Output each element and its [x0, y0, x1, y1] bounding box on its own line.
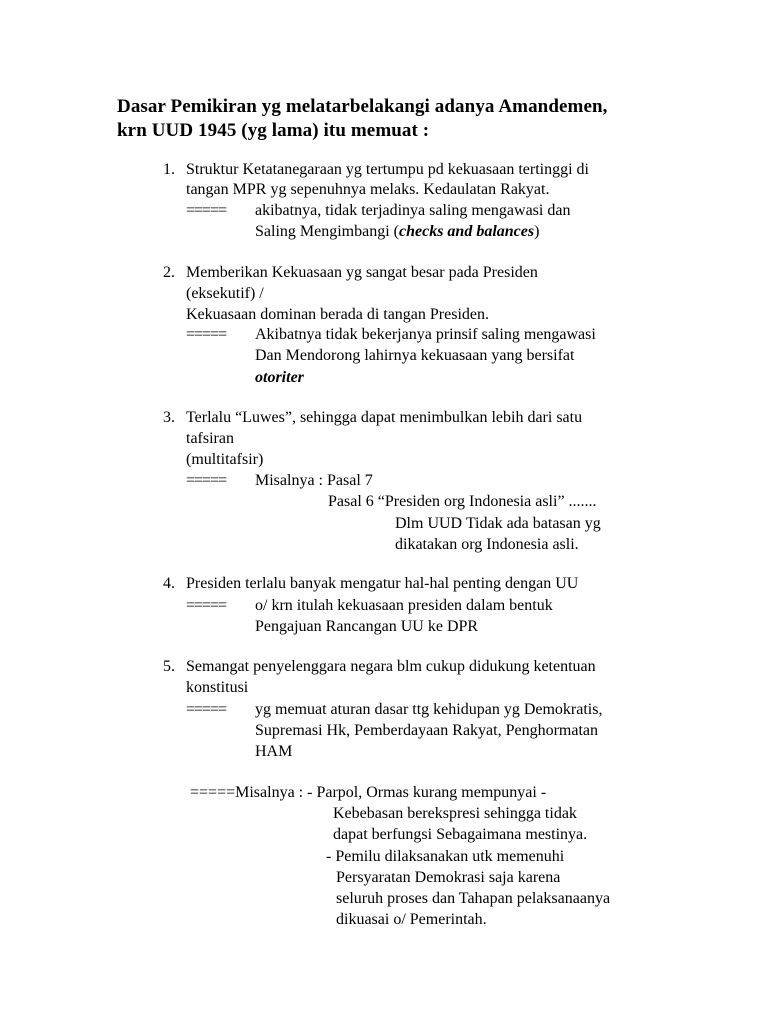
item-2-number: 2. — [163, 264, 175, 281]
item-2-line-2: (eksekutif) / — [186, 285, 264, 302]
item-5-result-3: HAM — [255, 743, 293, 760]
examples-parpol-cont-2: dapat berfungsi Sebagaimana mestinya. — [333, 826, 588, 843]
item-3-pasal-6-cont-1: Dlm UUD Tidak ada batasan yg — [395, 515, 601, 532]
item-2-result-2: Dan Mendorong lahirnya kekuasaan yang bersifat — [255, 347, 575, 364]
item-1-number: 1. — [163, 161, 175, 178]
item-4-line-1: Presiden terlalu banyak mengatur hal-hal penting dengan UU — [186, 575, 579, 592]
item-4-result-1: o/ krn itulah kekuasaan presiden dalam bentuk — [255, 597, 553, 614]
item-1-result-1: akibatnya, tidak terjadinya saling mengawasi dan — [255, 202, 571, 219]
examples-lead: =====Misalnya : - Parpol, Ormas kurang mempunyai - — [190, 784, 547, 801]
item-2-result-1: Akibatnya tidak bekerjanya prinsif saling mengawasi — [255, 326, 596, 343]
item-3-arrow: ===== — [186, 472, 227, 489]
item-5-result-1: yg memuat aturan dasar ttg kehidupan yg Demokratis, — [255, 701, 603, 718]
checks-and-balances-emphasis: checks and balances — [398, 223, 535, 240]
item-5-number: 5. — [163, 658, 175, 675]
item-5-line-2: konstitusi — [186, 679, 249, 696]
item-1-result-2-suffix: ) — [534, 223, 540, 240]
item-1-result-2-prefix: Saling Mengimbangi ( — [255, 223, 399, 240]
item-1-line-1: Struktur Ketatanegaraan yg tertumpu pd kekuasaan tertinggi di — [186, 161, 589, 178]
item-5-line-1: Semangat penyelenggara negara blm cukup didukung ketentuan — [186, 658, 596, 675]
item-2-line-1: Memberikan Kekuasaan yg sangat besar pada Presiden — [186, 264, 538, 281]
examples-pemilu-cont-1: Persyaratan Demokrasi saja karena — [336, 869, 561, 886]
item-3-line-3: (multitafsir) — [186, 451, 264, 468]
examples-pemilu: - Pemilu dilaksanakan utk memenuhi — [326, 848, 565, 865]
item-3-line-2: tafsiran — [186, 430, 234, 447]
examples-parpol-cont-1: Kebebasan berekspresi sehingga tidak — [333, 805, 577, 822]
item-3-pasal-6-cont-2: dikatakan org Indonesia asli. — [395, 536, 579, 553]
item-5-result-2: Supremasi Hk, Pemberdayaan Rakyat, Penghormatan — [255, 722, 599, 739]
item-2-line-3: Kekuasaan dominan berada di tangan Presiden. — [186, 306, 490, 323]
item-4-number: 4. — [163, 575, 175, 592]
item-4-result-2: Pengajuan Rancangan UU ke DPR — [255, 618, 479, 635]
otoriter-emphasis: otoriter — [255, 369, 304, 386]
item-1-line-2: tangan MPR yg sepenuhnya melaks. Kedaulatan Rakyat. — [186, 181, 550, 198]
item-3-pasal-6: Pasal 6 “Presiden org Indonesia asli” ....... — [328, 493, 597, 510]
item-3-line-1: Terlalu “Luwes”, sehingga dapat menimbulkan lebih dari satu — [186, 409, 583, 426]
title-line-1: Dasar Pemikiran yg melatarbelakangi adanya Amandemen, — [117, 96, 608, 117]
item-5-arrow: ===== — [186, 701, 227, 718]
examples-pemilu-cont-2: seluruh proses dan Tahapan pelaksanaanya — [336, 890, 611, 907]
item-3-result-1: Misalnya : Pasal 7 — [255, 472, 373, 489]
item-1-arrow: ===== — [186, 202, 227, 219]
item-1-result-2 — [255, 221, 539, 243]
title-line-2: krn UUD 1945 (yg lama) itu memuat : — [117, 120, 430, 141]
item-3-number: 3. — [163, 409, 175, 426]
examples-pemilu-cont-3: dikuasai o/ Pemerintah. — [336, 911, 487, 928]
item-2-arrow: ===== — [186, 326, 227, 343]
item-4-arrow: ===== — [186, 597, 227, 614]
